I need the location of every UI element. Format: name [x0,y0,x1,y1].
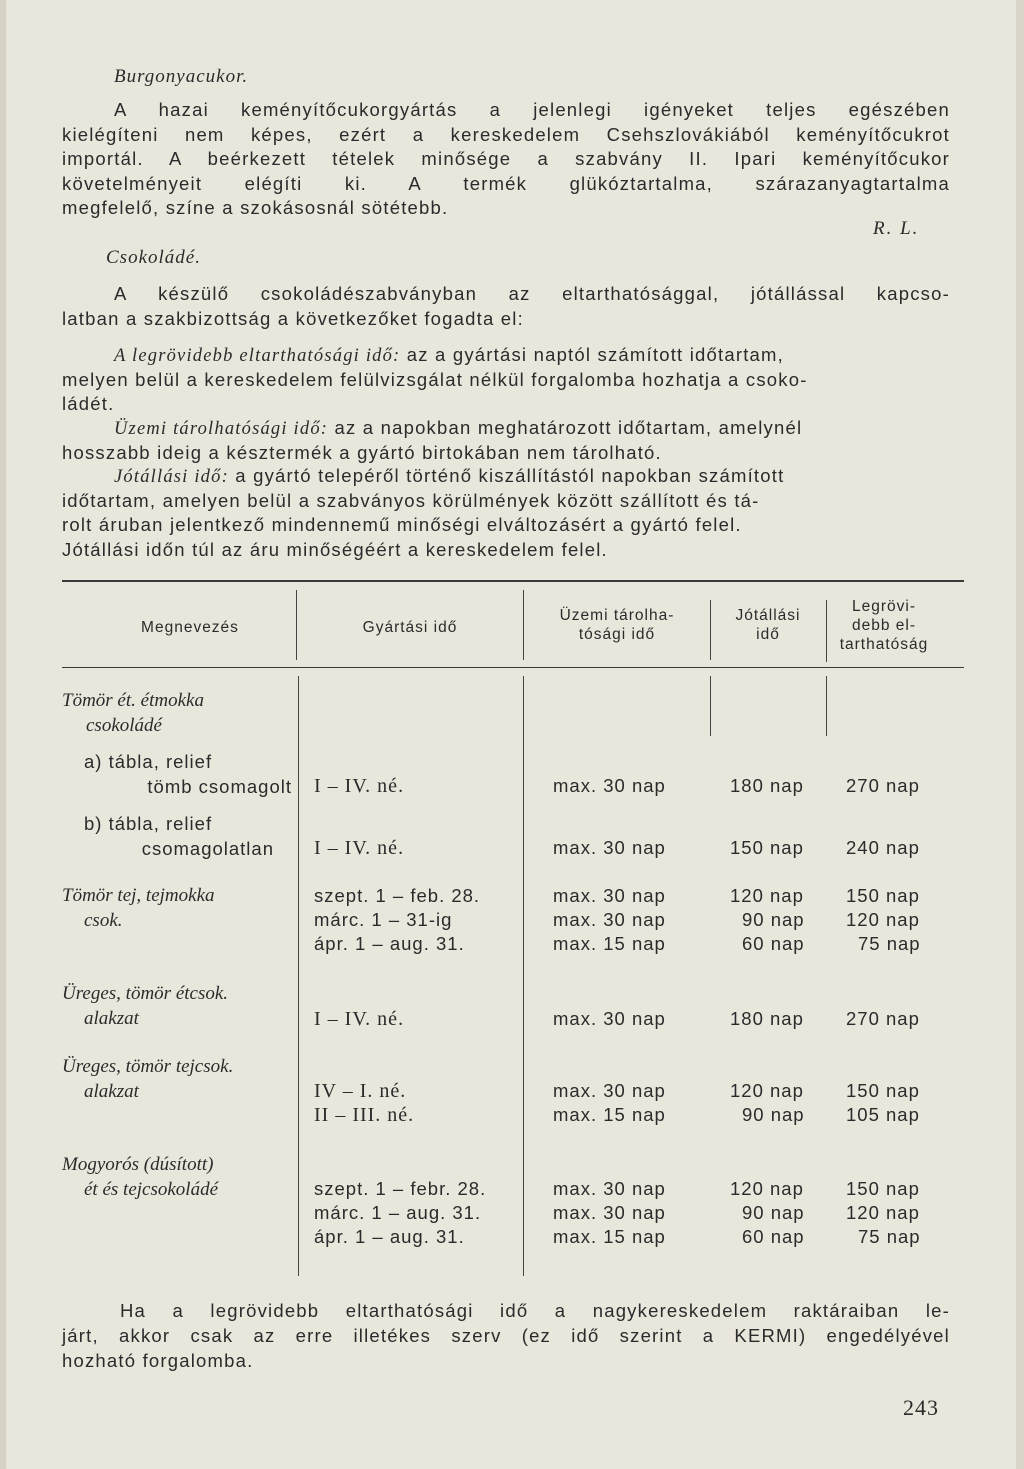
text-line: importál. A beérkezett tételek minősége a szabvány II. Ipari keményítőcukor [62,148,950,169]
subcategory-line: b) tábla, relief [84,813,213,834]
category-line: csokoládé [86,714,162,736]
category-line: Mogyorós (dúsított) [62,1154,214,1175]
header-line: debb el- [851,617,916,634]
cell-production: I – IV. né. [314,775,405,797]
category-label [62,884,215,933]
text-line: járt, akkor csak az erre illetékes szerv (ez idő szerint a KERMI) engedélyével [62,1325,950,1346]
cell-warranty: 150 nap [730,837,804,858]
column-divider [523,590,524,660]
cell-warranty: 90 nap [742,909,805,930]
table-top-rule [62,580,964,582]
cell-warranty: 90 nap [742,1104,805,1125]
table-header-rule [62,667,964,668]
header-line: idő [756,626,780,643]
cell-warranty: 60 nap [742,1226,805,1247]
subcategory-line: a) tábla, relief [84,751,213,772]
category-line: Üreges, tömör tejcsok. [62,1056,234,1077]
cell-storage: max. 30 nap [553,885,666,906]
text-line: latban a szakbizottság a következőket fogadta el: [62,307,524,329]
cell-warranty: 180 nap [730,775,804,796]
cell-shelf: 120 nap [846,1202,920,1223]
category-label [62,1153,218,1202]
definition-warranty [62,464,950,562]
text-line: hozható forgalomba. [62,1350,254,1371]
category-line: alakzat [84,1080,139,1102]
cell-shelf: 75 nap [858,1226,921,1247]
category-line: Tömör ét. étmokka [62,690,204,711]
cell-warranty: 90 nap [742,1202,805,1223]
cell-production: ápr. 1 – aug. 31. [314,933,465,954]
definition-text: Jótállási időn túl az áru minőségéért a kereskedelem felel. [62,538,608,560]
category-line: Tömör tej, tejmokka [62,885,215,906]
cell-shelf: 105 nap [846,1104,920,1125]
cell-storage: max. 15 nap [553,1104,666,1125]
cell-production: II – III. né. [314,1104,415,1126]
cell-storage: max. 30 nap [553,1178,666,1199]
cell-storage: max. 15 nap [553,933,666,954]
definition-text: a gyártó telepéről történő kiszállítástól napokban számított [228,465,785,486]
category-line: csok. [84,909,123,931]
category-label [62,982,228,1031]
definition-storage [62,416,950,465]
header-line: Üzemi tárolha- [559,607,675,624]
subcategory-line: csomagolatlan [141,837,274,859]
column-divider [523,676,524,1276]
cell-storage: max. 30 nap [553,909,666,930]
header-line: Legrövi- [852,598,916,615]
page-number: 243 [903,1395,939,1420]
header-line: tósági idő [578,626,656,643]
cell-warranty: 60 nap [742,933,805,954]
cell-storage: max. 15 nap [553,1226,666,1247]
header-storage [532,606,702,644]
category-line: Üreges, tömör étcsok. [62,983,229,1004]
subcategory-a [84,750,292,799]
header-line: tarthatóság [839,636,929,653]
cell-storage: max. 30 nap [553,837,666,858]
column-divider [826,676,827,736]
page-edge-right [1016,0,1024,1469]
header-shelf-life [826,597,942,654]
definition-text: időtartam, amelyen belül a szabványos körülmények között szállított és tá- [62,490,760,512]
cell-shelf: 150 nap [846,1178,920,1199]
category-line: ét és tejcsokoládé [84,1178,219,1200]
header-production: Gyártási idő [362,619,458,636]
definition-term: A legrövidebb eltarthatósági idő: [114,346,401,366]
section-title-csokolade: Csokoládé. [106,247,201,268]
category-line: alakzat [84,1007,139,1029]
page-edge-left [0,0,6,1469]
definition-text: hosszabb ideig a késztermék a gyártó birtokában nem tárolható. [62,442,662,464]
text-line: A készülő csokoládészabványban az eltarthatósággal, jótállással kapcso- [114,283,950,304]
text-line: Ha a legrövidebb eltarthatósági idő a nagykereskedelem raktáraiban le- [120,1300,950,1321]
cell-warranty: 120 nap [730,885,804,906]
definition-text: ládét. [62,393,115,415]
cell-production: márc. 1 – 31-ig [314,909,453,930]
text-line: A hazai keményítőcukorgyártás a jelenlegi igényeket teljes egészében [114,99,950,120]
text-line: követelményeit elégíti ki. A termék glükóztartalma, szárazanyagtartalma [62,172,950,194]
cell-production: ápr. 1 – aug. 31. [314,1226,465,1247]
text-line: megfelelő, színe a szokásosnál sötétebb. [62,197,449,218]
subcategory-line: tömb csomagolt [147,775,292,797]
definition-text: az a gyártási naptól számított időtartam, [400,344,784,365]
cell-warranty: 180 nap [730,1008,804,1029]
cell-shelf: 120 nap [846,909,920,930]
cell-storage: max. 30 nap [553,1080,666,1101]
footer-paragraph [62,1298,950,1373]
column-divider [710,676,711,736]
header-warranty [716,606,820,644]
definition-shelf-life [62,343,950,417]
text-line: kielégíteni nem képes, ezért a kereskedelem Csehszlovákiából keményítőcukrot [62,123,950,145]
cell-production: márc. 1 – aug. 31. [314,1202,482,1223]
cell-shelf: 270 nap [846,775,920,796]
signature: R. L. [873,218,920,239]
definition-text: az a napokban meghatározott időtartam, amelynél [328,417,803,438]
cell-warranty: 120 nap [730,1080,804,1101]
paragraph-csokolade-intro [62,282,950,331]
definition-text: melyen belül a kereskedelem felülvizsgálat nélkül forgalomba hozhatja a csoko- [62,369,808,391]
cell-shelf: 75 nap [858,933,921,954]
cell-storage: max. 30 nap [553,775,666,796]
paragraph-burgonyacukor [62,98,950,221]
definition-term: Jótállási idő: [114,467,229,487]
cell-production: I – IV. né. [314,837,405,859]
header-line: Jótállási [735,607,801,624]
cell-production: szept. 1 – febr. 28. [314,1178,487,1199]
category-label [62,689,204,738]
cell-shelf: 150 nap [846,885,920,906]
definition-term: Üzemi tárolhatósági idő: [114,419,329,439]
cell-production: IV – I. né. [314,1080,407,1102]
header-name: Megnevezés [141,619,239,636]
cell-production: I – IV. né. [314,1008,405,1030]
cell-warranty: 120 nap [730,1178,804,1199]
cell-storage: max. 30 nap [553,1008,666,1029]
cell-storage: max. 30 nap [553,1202,666,1223]
column-divider [710,600,711,660]
category-label [62,1055,233,1104]
cell-shelf: 240 nap [846,837,920,858]
subcategory-b [84,812,274,861]
cell-production: szept. 1 – feb. 28. [314,885,481,906]
column-divider [298,676,299,1276]
section-title-burgonyacukor: Burgonyacukor. [114,66,249,87]
cell-shelf: 150 nap [846,1080,920,1101]
cell-shelf: 270 nap [846,1008,920,1029]
column-divider [296,590,297,660]
definition-text: rolt áruban jelentkező mindennemű minőségi elváltozásért a gyártó felel. [62,514,742,536]
